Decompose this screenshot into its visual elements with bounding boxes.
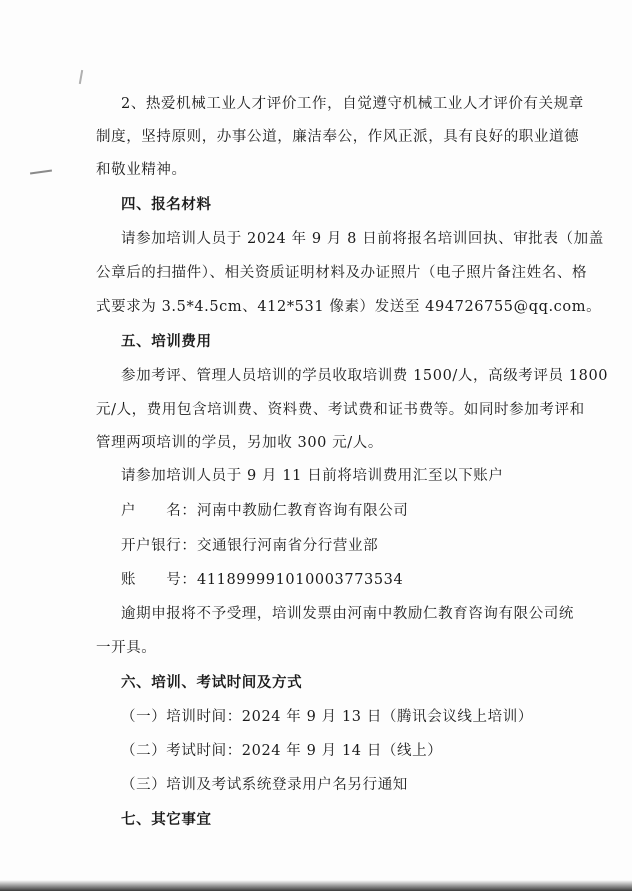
scan-edge <box>0 880 632 891</box>
paragraph-line: 公章后的扫描件）、相关资质证明材料及办证照片（电子照片备注姓名、格 <box>96 265 588 281</box>
account-number-label: 账 号： <box>121 572 197 588</box>
section-heading-5: 五、培训费用 <box>121 333 212 350</box>
section-heading-4: 四、报名材料 <box>121 196 212 213</box>
paragraph-line: 请参加培训人员于 2024 年 9 月 8 日前将报名培训回执、审批表（加盖 <box>121 231 604 247</box>
list-item: （一）培训时间：2024 年 9 月 13 日（腾讯会议线上培训） <box>121 709 533 725</box>
account-number-row <box>121 570 403 590</box>
paragraph-line: 元/人，费用包含培训费、资料费、考试费和证书费等。如同时参加考评和 <box>96 402 585 418</box>
paragraph-line: 参加考评、管理人员培训的学员收取培训费 1500/人，高级考评员 1800 <box>121 368 609 384</box>
account-name-row <box>121 501 408 521</box>
paragraph-line: 和敬业精神。 <box>96 162 187 178</box>
scan-mark <box>30 169 52 174</box>
section-heading-6: 六、培训、考试时间及方式 <box>121 674 303 691</box>
account-name-value: 河南中教励仁教育咨询有限公司 <box>197 503 409 519</box>
paragraph-line: 一开具。 <box>96 640 157 656</box>
paragraph-line: 式要求为 3.5*4.5cm、412*531 像素）发送至 494726755@qq.com。 <box>96 299 602 315</box>
account-name-label: 户 名： <box>121 503 197 519</box>
account-bank-label: 开户银行： <box>121 538 197 554</box>
account-bank-row <box>121 536 378 556</box>
scan-mark <box>79 70 83 84</box>
paragraph-line: 2、热爱机械工业人才评价工作，自觉遵守机械工业人才评价有关规章 <box>121 96 584 112</box>
list-item: （二）考试时间：2024 年 9 月 14 日（线上） <box>121 743 443 759</box>
paragraph-line: 逾期申报将不予受理，培训发票由河南中教励仁教育咨询有限公司统 <box>121 606 574 622</box>
list-item: （三）培训及考试系统登录用户名另行通知 <box>121 777 408 793</box>
paragraph-line: 制度，坚持原则，办事公道，廉洁奉公，作风正派，具有良好的职业道德 <box>96 129 580 145</box>
paragraph-line: 管理两项培训的学员，另加收 300 元/人。 <box>96 435 383 451</box>
account-bank-value: 交通银行河南省分行营业部 <box>197 538 379 554</box>
account-number-value: 411899991010003773534 <box>197 572 404 588</box>
paragraph-line: 请参加培训人员于 9 月 11 日前将培训费用汇至以下账户 <box>121 468 504 484</box>
section-heading-7: 七、其它事宜 <box>121 811 212 828</box>
